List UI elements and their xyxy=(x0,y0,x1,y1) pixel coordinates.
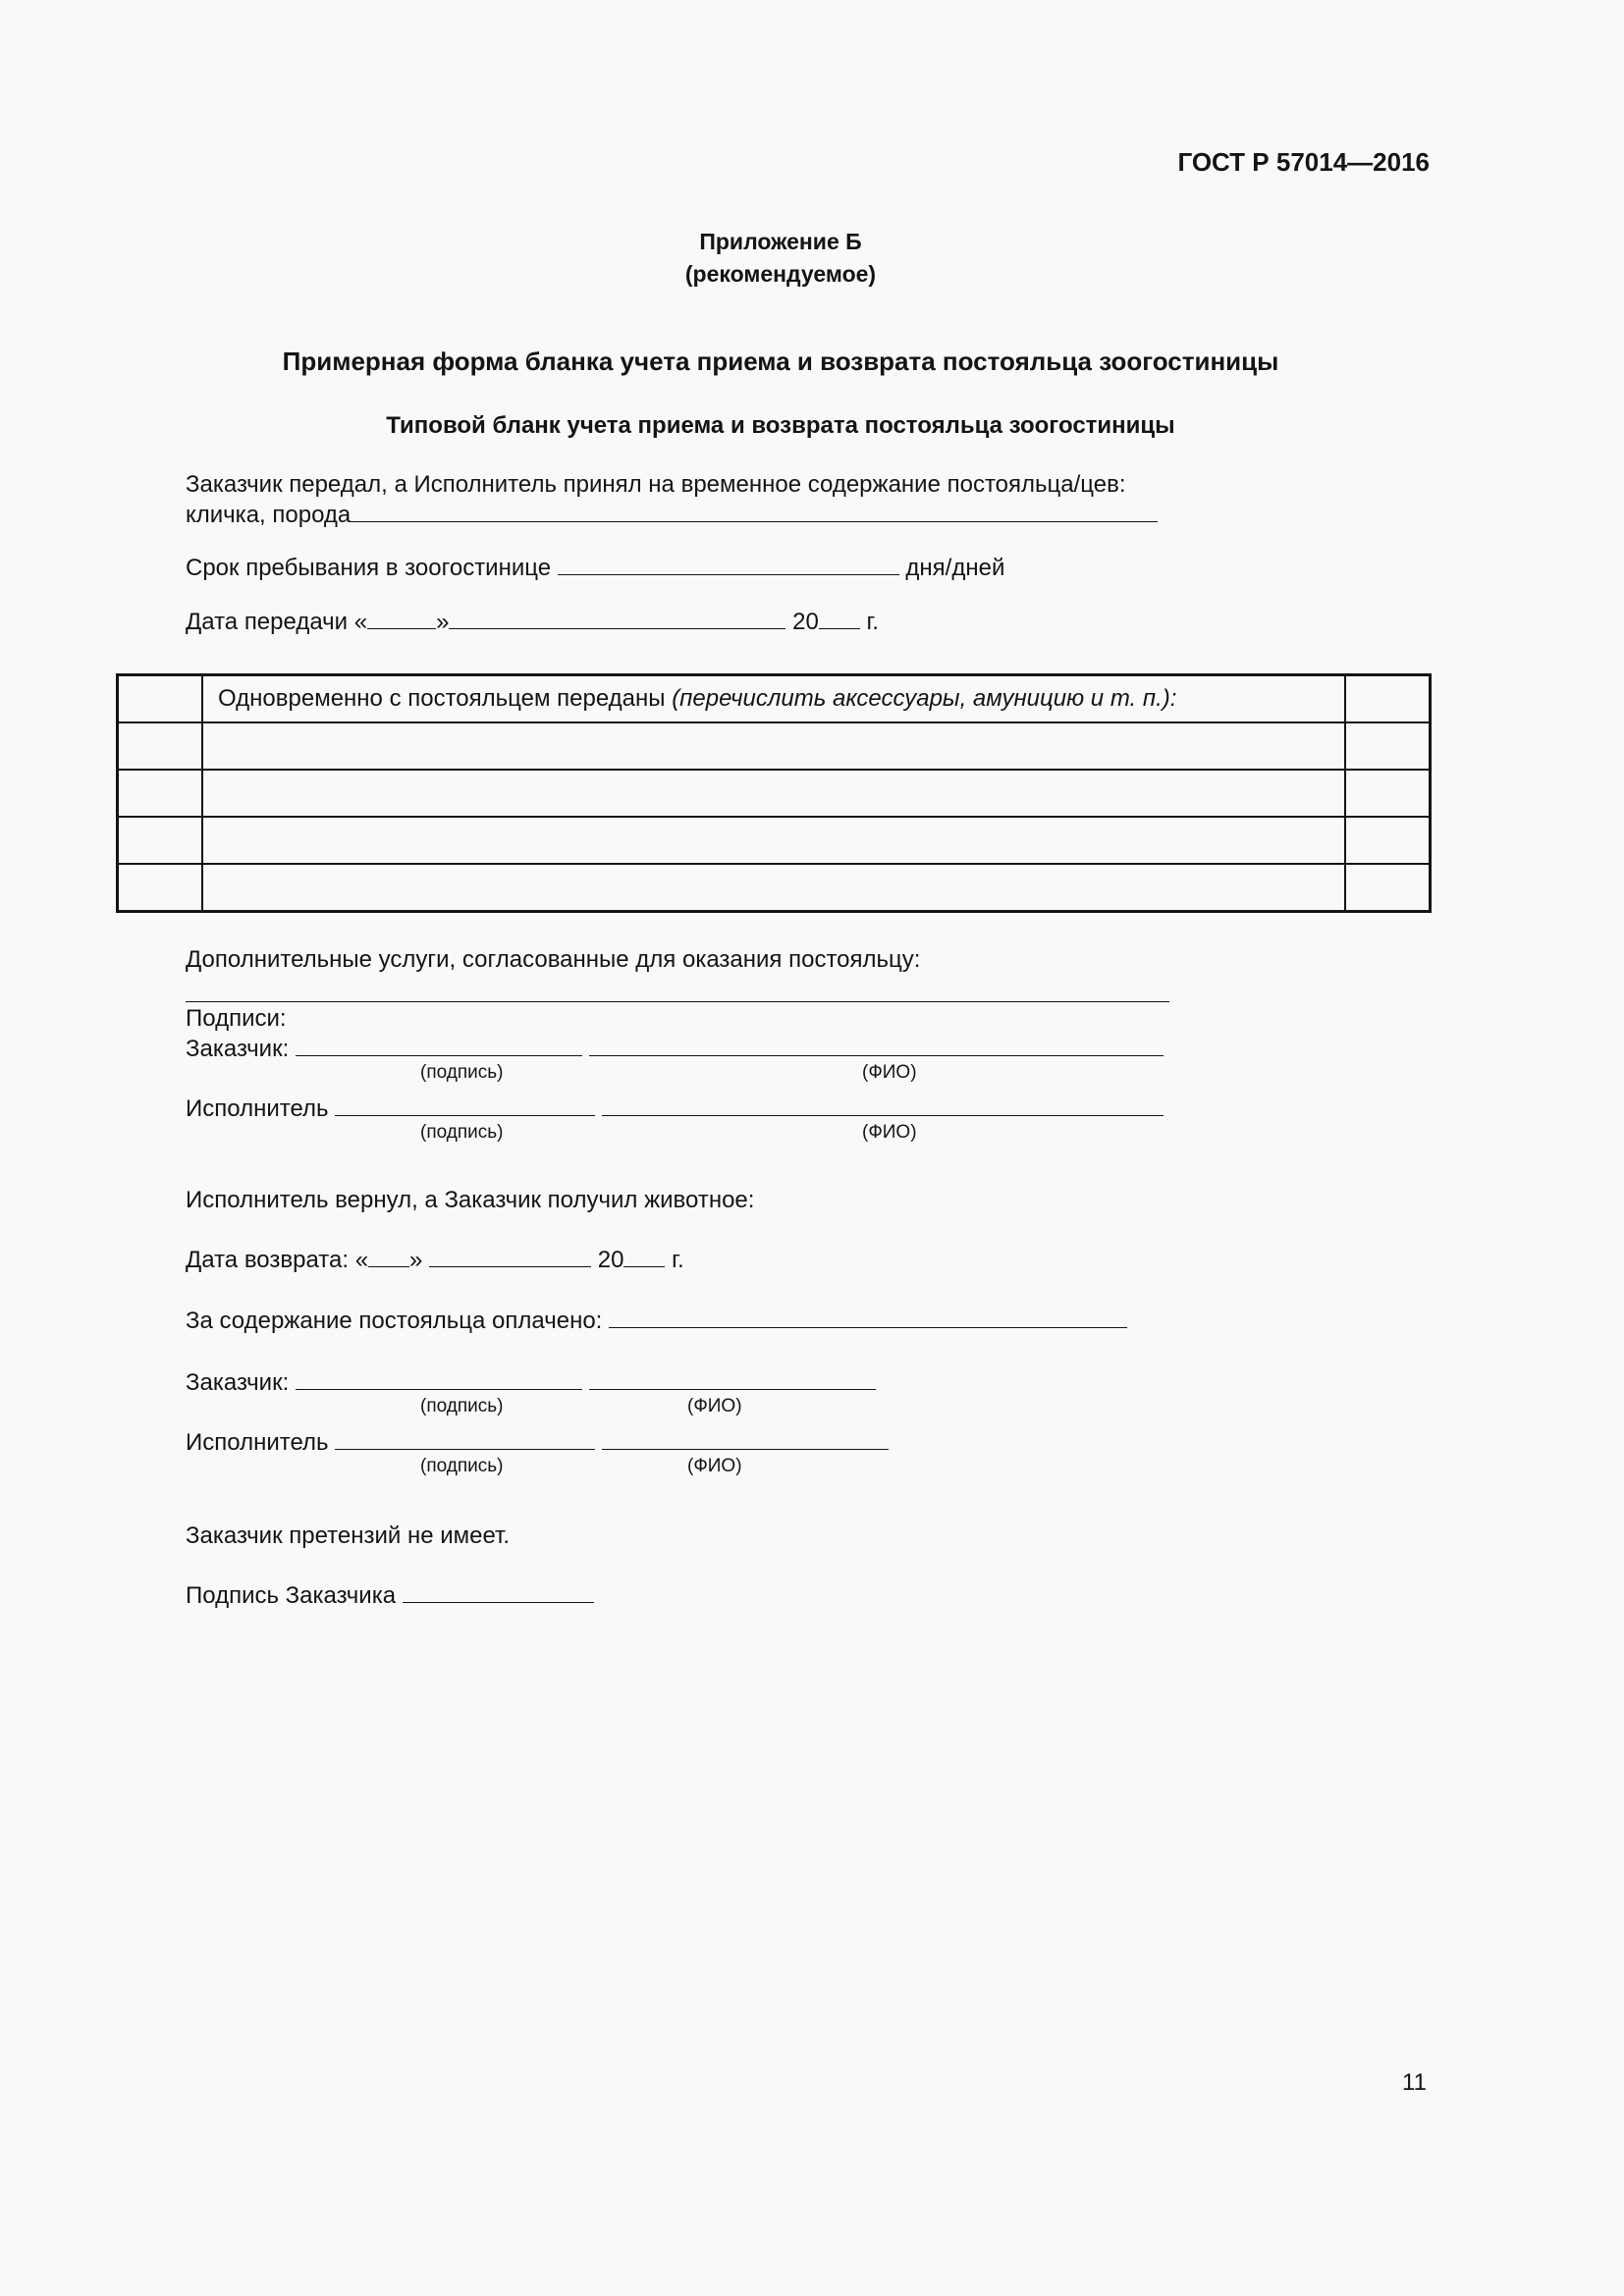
name-breed-label: кличка, порода xyxy=(186,502,352,528)
return-customer-name-field[interactable] xyxy=(589,1369,876,1390)
table-row xyxy=(118,817,1431,864)
services-label: Дополнительные услуги, согласованные для оказания постояльцу: xyxy=(186,946,921,973)
items-table-cell[interactable] xyxy=(1345,675,1431,723)
items-table-header-cell xyxy=(202,675,1345,723)
table-row xyxy=(118,770,1431,817)
name-caption: (ФИО) xyxy=(687,1456,742,1476)
intake-executor-signature-field[interactable] xyxy=(335,1095,595,1116)
handover-year-prefix: 20 xyxy=(792,609,819,635)
customer-final-signature-field[interactable] xyxy=(403,1582,594,1603)
name-caption: (ФИО) xyxy=(862,1062,917,1083)
signature-caption: (подпись) xyxy=(420,1122,504,1143)
items-table-cell[interactable] xyxy=(202,722,1345,770)
annex-heading xyxy=(0,226,1561,291)
return-executor-signature-line xyxy=(186,1429,889,1457)
stay-line xyxy=(186,555,1004,582)
return-executor-signature-field[interactable] xyxy=(335,1429,595,1450)
signature-caption: (подпись) xyxy=(420,1062,504,1083)
stay-duration-field[interactable] xyxy=(558,555,899,575)
return-date-close-quote: » xyxy=(409,1247,423,1273)
items-table-cell[interactable] xyxy=(202,770,1345,817)
intake-executor-signature-line xyxy=(186,1095,1164,1123)
return-executor-label: Исполнитель xyxy=(186,1429,329,1456)
intake-intro: Заказчик передал, а Исполнитель принял на временное содержание постояльца/цев: xyxy=(186,471,1126,498)
signatures-title: Подписи: xyxy=(186,1005,287,1032)
name-caption: (ФИО) xyxy=(687,1396,742,1416)
return-year-suffix: г. xyxy=(672,1247,684,1273)
signature-caption: (подпись) xyxy=(420,1396,504,1416)
items-table-cell[interactable] xyxy=(118,722,203,770)
handover-year-field[interactable] xyxy=(819,609,860,629)
items-table-cell[interactable] xyxy=(1345,817,1431,864)
payment-label: За содержание постояльца оплачено: xyxy=(186,1308,603,1334)
intake-customer-signature-line xyxy=(186,1036,1164,1063)
items-table xyxy=(116,673,1432,913)
table-row xyxy=(118,722,1431,770)
table-row xyxy=(118,864,1431,912)
payment-field[interactable] xyxy=(609,1308,1127,1328)
no-claims-statement: Заказчик претензий не имеет. xyxy=(186,1522,511,1549)
customer-final-signature-label: Подпись Заказчика xyxy=(186,1582,397,1609)
items-table-cell[interactable] xyxy=(1345,770,1431,817)
form-subtitle: Типовой бланк учета приема и возврата постояльца зоогостиницы xyxy=(386,412,1175,439)
handover-month-field[interactable] xyxy=(449,609,785,629)
return-month-field[interactable] xyxy=(429,1247,591,1267)
form-title: Примерная форма бланка учета приема и возврата постояльца зоогостиницы xyxy=(282,347,1279,376)
page-number: 11 xyxy=(1402,2069,1427,2096)
handover-date-line xyxy=(186,609,879,636)
intake-executor-name-field[interactable] xyxy=(602,1095,1164,1116)
return-customer-label: Заказчик: xyxy=(186,1369,290,1396)
annex-status: (рекомендуемое) xyxy=(684,261,877,287)
items-table-cell[interactable] xyxy=(1345,722,1431,770)
stay-unit: дня/дней xyxy=(905,555,1005,581)
intake-customer-label: Заказчик: xyxy=(186,1036,290,1062)
intake-customer-name-field[interactable] xyxy=(589,1036,1164,1056)
items-table-cell[interactable] xyxy=(118,817,203,864)
customer-final-signature-line xyxy=(186,1582,594,1610)
name-breed-line xyxy=(186,502,1158,529)
return-year-field[interactable] xyxy=(623,1247,665,1267)
return-date-label: Дата возврата: « xyxy=(186,1247,369,1273)
handover-day-field[interactable] xyxy=(367,609,436,629)
annex-title: Приложение Б xyxy=(699,229,862,254)
return-year-prefix: 20 xyxy=(597,1247,624,1273)
intake-customer-signature-field[interactable] xyxy=(296,1036,582,1056)
intake-executor-label: Исполнитель xyxy=(186,1095,329,1122)
standard-code: ГОСТ Р 57014—2016 xyxy=(1177,147,1430,177)
signature-caption: (подпись) xyxy=(420,1456,504,1476)
stay-label: Срок пребывания в зоогостинице xyxy=(186,555,552,581)
handover-date-label: Дата передачи « xyxy=(186,609,368,635)
return-day-field[interactable] xyxy=(368,1247,409,1267)
name-caption: (ФИО) xyxy=(862,1122,917,1143)
services-field[interactable] xyxy=(186,1001,1169,1002)
handover-year-suffix: г. xyxy=(866,609,879,635)
return-date-line xyxy=(186,1247,684,1274)
return-executor-name-field[interactable] xyxy=(602,1429,889,1450)
items-table-cell[interactable] xyxy=(118,864,203,912)
payment-line xyxy=(186,1308,1127,1335)
return-customer-signature-field[interactable] xyxy=(296,1369,582,1390)
items-table-cell[interactable] xyxy=(118,770,203,817)
items-table-cell[interactable] xyxy=(1345,864,1431,912)
items-table-cell[interactable] xyxy=(202,864,1345,912)
items-table-cell[interactable] xyxy=(118,675,203,723)
items-table-header-text: Одновременно с постояльцем переданы xyxy=(218,685,673,712)
items-table-cell[interactable] xyxy=(202,817,1345,864)
return-intro: Исполнитель вернул, а Заказчик получил животное: xyxy=(186,1187,755,1213)
items-table-header-hint: (перечислить аксессуары, амуницию и т. п.): xyxy=(672,685,1177,712)
handover-date-close-quote: » xyxy=(436,609,450,635)
return-customer-signature-line xyxy=(186,1369,876,1397)
items-table-header-row xyxy=(118,675,1431,723)
name-breed-field[interactable] xyxy=(351,502,1158,522)
